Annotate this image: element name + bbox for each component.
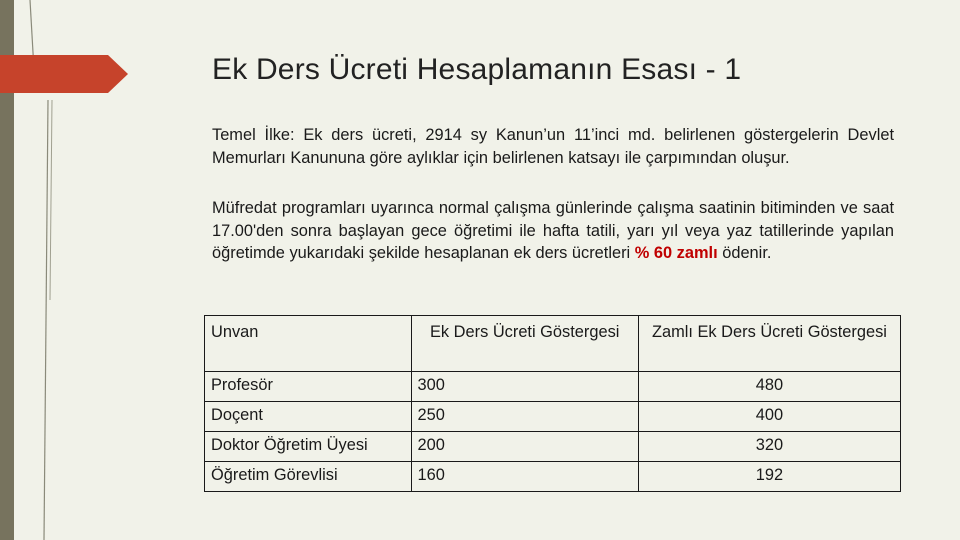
indicator-table	[204, 315, 901, 492]
table-row	[205, 402, 901, 432]
table-row	[205, 462, 901, 492]
principle-paragraph: Temel İlke: Ek ders ücreti, 2914 sy Kanun’un 11’inci md. belirlenen göstergelerin Devlet Memurları Kanununa göre aylıklar için belirlenen katsayı ile çarpımından oluşur.	[212, 126, 894, 167]
cell-zamli: 320	[638, 432, 900, 462]
header-ek-ders: Ek Ders Ücreti Göstergesi	[411, 316, 638, 372]
curriculum-text-before: Müfredat programları uyarınca normal çalışma günlerinde çalışma saatinin bitiminden ve saat 17.00'den sonra başlayan gece öğretimi ile hafta tatili, yarı yıl veya yaz tatillerinde yapılan öğretimde yukarıdaki şekilde hesaplanan ek ders ücretleri	[212, 199, 894, 262]
cell-zamli: 400	[638, 402, 900, 432]
table-row	[205, 432, 901, 462]
cell-ek-ders: 160	[411, 462, 638, 492]
cell-unvan: Doçent	[205, 402, 412, 432]
cell-ek-ders: 250	[411, 402, 638, 432]
cell-unvan: Öğretim Görevlisi	[205, 462, 412, 492]
table-header-row	[205, 316, 901, 372]
curriculum-text-after: ödenir.	[717, 244, 772, 262]
cell-ek-ders: 200	[411, 432, 638, 462]
slide-title: Ek Ders Ücreti Hesaplamanın Esası - 1	[212, 53, 742, 86]
cell-ek-ders: 300	[411, 372, 638, 402]
curriculum-paragraph	[212, 197, 894, 265]
header-zamli: Zamlı Ek Ders Ücreti Göstergesi	[638, 316, 900, 372]
header-unvan: Unvan	[205, 316, 412, 372]
increase-highlight: % 60 zamlı	[634, 244, 718, 262]
table-row	[205, 372, 901, 402]
cell-unvan: Doktor Öğretim Üyesi	[205, 432, 412, 462]
cell-zamli: 480	[638, 372, 900, 402]
cell-zamli: 192	[638, 462, 900, 492]
cell-unvan: Profesör	[205, 372, 412, 402]
title-arrow-banner	[0, 55, 128, 93]
